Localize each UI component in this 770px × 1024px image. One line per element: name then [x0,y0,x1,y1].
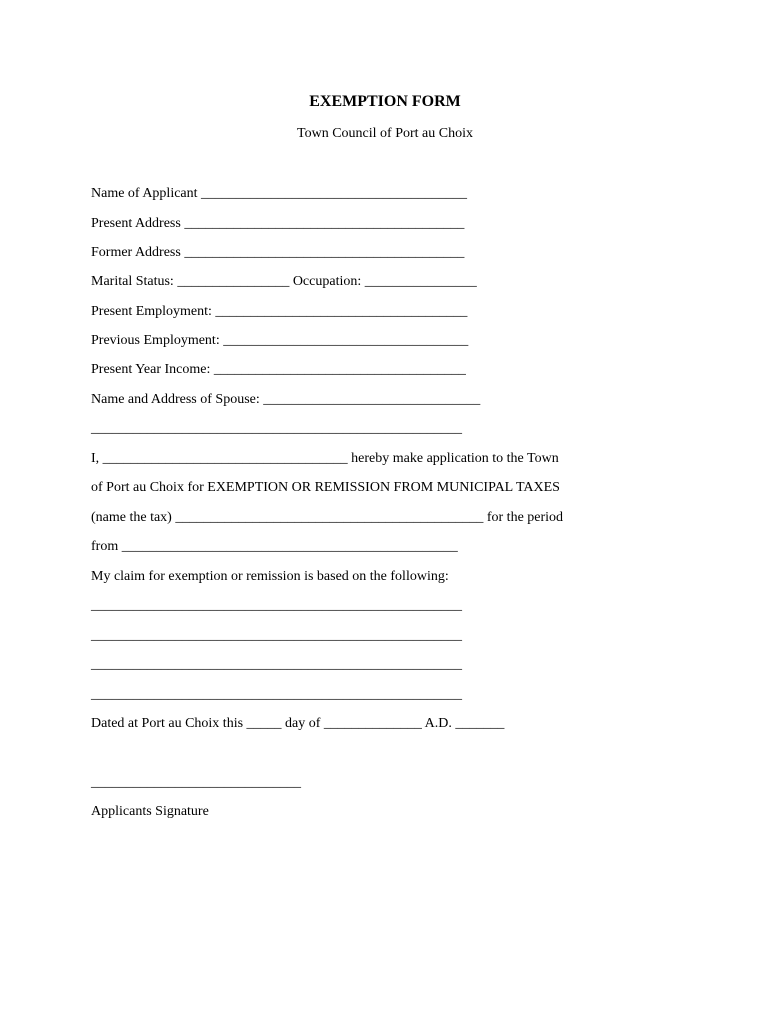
application-statement-line: I, ___________________________________ hereby make application to the Town [91,451,559,466]
claim-line-3: _____________________________________________________ [91,657,462,672]
spouse-line: Name and Address of Spouse: _______________________________ [91,392,481,407]
present-income-line: Present Year Income: ____________________________________ [91,362,466,377]
claim-basis-heading: My claim for exemption or remission is based on the following: [91,569,449,584]
signature-label: Applicants Signature [91,804,209,819]
present-employment-line: Present Employment: ____________________________________ [91,304,468,319]
form-title: EXEMPTION FORM [309,93,461,110]
former-address-line: Former Address ________________________________________ [91,245,465,260]
applicant-name-line: Name of Applicant ______________________________________ [91,186,468,201]
claim-line-4: _____________________________________________________ [91,687,462,702]
previous-employment-line: Previous Employment: ___________________________________ [91,333,469,348]
period-from-line: from ________________________________________________ [91,539,458,554]
present-address-line: Present Address ________________________________________ [91,216,465,231]
tax-name-line: (name the tax) ____________________________________________ for the period [91,510,564,525]
signature-line: ______________________________ [91,775,301,790]
claim-line-2: _____________________________________________________ [91,628,462,643]
claim-line-1: _____________________________________________________ [91,598,462,613]
dated-line: Dated at Port au Choix this _____ day of ______________ A.D. _______ [91,716,505,731]
application-statement-line-2: of Port au Choix for EXEMPTION OR REMISSION FROM MUNICIPAL TAXES [91,480,560,495]
form-subtitle: Town Council of Port au Choix [297,126,473,141]
spouse-continuation-line: _____________________________________________________ [91,421,462,436]
marital-occupation-line: Marital Status: ________________ Occupation: ________________ [91,274,477,289]
